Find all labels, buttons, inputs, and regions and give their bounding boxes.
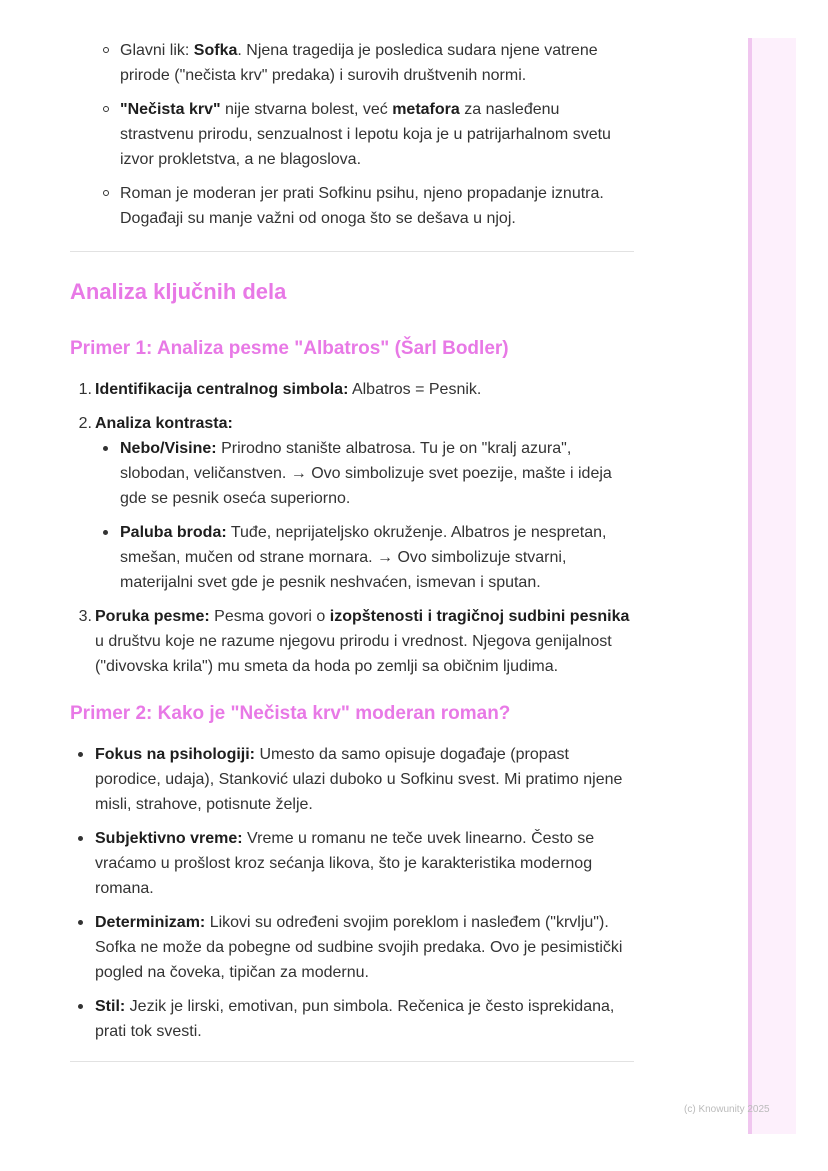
example2-title: Primer 2: Kako je "Nečista krv" moderan roman? (70, 703, 511, 724)
list-item: Subjektivno vreme: Vreme u romanu ne teče uvek linearno. Često se vraćamo u prošlost kroz sećanja likova, što je karakteristika modernog romana. (95, 826, 634, 901)
list-item: Glavni lik: Sofka. Njena tragedija je posledica sudara njene vatrene prirode ("nečista krv" predaka) i surovih društvenih normi. (120, 38, 634, 88)
example1-title: Primer 1: Analiza pesme "Albatros" (Šarl Bodler) (70, 338, 509, 359)
list-item: Determinizam: Likovi su određeni svojim poreklom i nasleđem ("krvlju"). Sofka ne može da pobegne od sudbine svojih predaka. Ovo je pesimistički pogled na čoveka, tipičan za modernu. (95, 910, 634, 985)
divider (70, 1061, 634, 1062)
list-item: Nebo/Visine: Prirodno stanište albatrosa. Tu je on "kralj azura", slobodan, veličanstven. → Ovo simbolizuje svet poezije, mašte i ideja gde se pesnik oseća superiorno. (120, 436, 634, 511)
document-body (70, 38, 634, 1062)
list-item: 2. Analiza kontrasta: Nebo/Visine: Prirodno stanište albatrosa. Tu je on "kralj azura", slobodan, veličanstven. → Ovo simbolizuje svet poezije, mašte i ideja gde se pesnik oseća superiorno. Paluba broda: Tuđe, neprijateljsko okruženje. Albatros je nespretan, smešan, mučen od strane mornara. → Ovo simbolizuje stvarni, materijalni svet gde je pesnik neshvaćen, ismevan i sputan. (95, 411, 634, 595)
list-item: Fokus na psihologiji: Umesto da samo opisuje događaje (propast porodice, udaja), Stanković ulazi duboko u Sofkinu svest. Mi pratimo njene misli, strahove, potisnute želje. (95, 742, 634, 817)
list-item: "Nečista krv" nije stvarna bolest, već metafora za nasleđenu strastvenu prirodu, senzualnost i lepotu koja je u patrijarhalnom svetu izvor prokletstva, a ne blagoslova. (120, 97, 634, 172)
list-item: 3. Poruka pesme: Pesma govori o izopštenosti i tragičnoj sudbini pesnika u društvu koje ne razume njegovu prirodu i vrednost. Njegova genijalnost ("divovska krila") mu smeta da hoda po zemlji sa običnim ljudima. (78, 608, 630, 675)
divider (70, 251, 634, 252)
example2-list (95, 742, 634, 1044)
list-item: 1. Identifikacija centralnog simbola: Albatros = Pesnik. (78, 381, 482, 398)
section-title: Analiza ključnih dela (70, 279, 287, 304)
page-sidebar (748, 38, 796, 1134)
example1-list (78, 377, 634, 679)
copyright-footer: (c) Knowunity 2025 (684, 1104, 770, 1115)
intro-list (120, 38, 634, 231)
list-item: Stil: Jezik je lirski, emotivan, pun simbola. Rečenica je često isprekidana, prati tok svesti. (95, 994, 634, 1044)
list-item: Paluba broda: Tuđe, neprijateljsko okruženje. Albatros je nespretan, smešan, mučen od strane mornara. → Ovo simbolizuje stvarni, materijalni svet gde je pesnik neshvaćen, ismevan i sputan. (120, 520, 634, 595)
list-item: Roman je moderan jer prati Sofkinu psihu, njeno propadanje iznutra. Događaji su manje važni od onoga što se dešava u njoj. (120, 181, 634, 231)
contrast-sublist (95, 436, 634, 595)
